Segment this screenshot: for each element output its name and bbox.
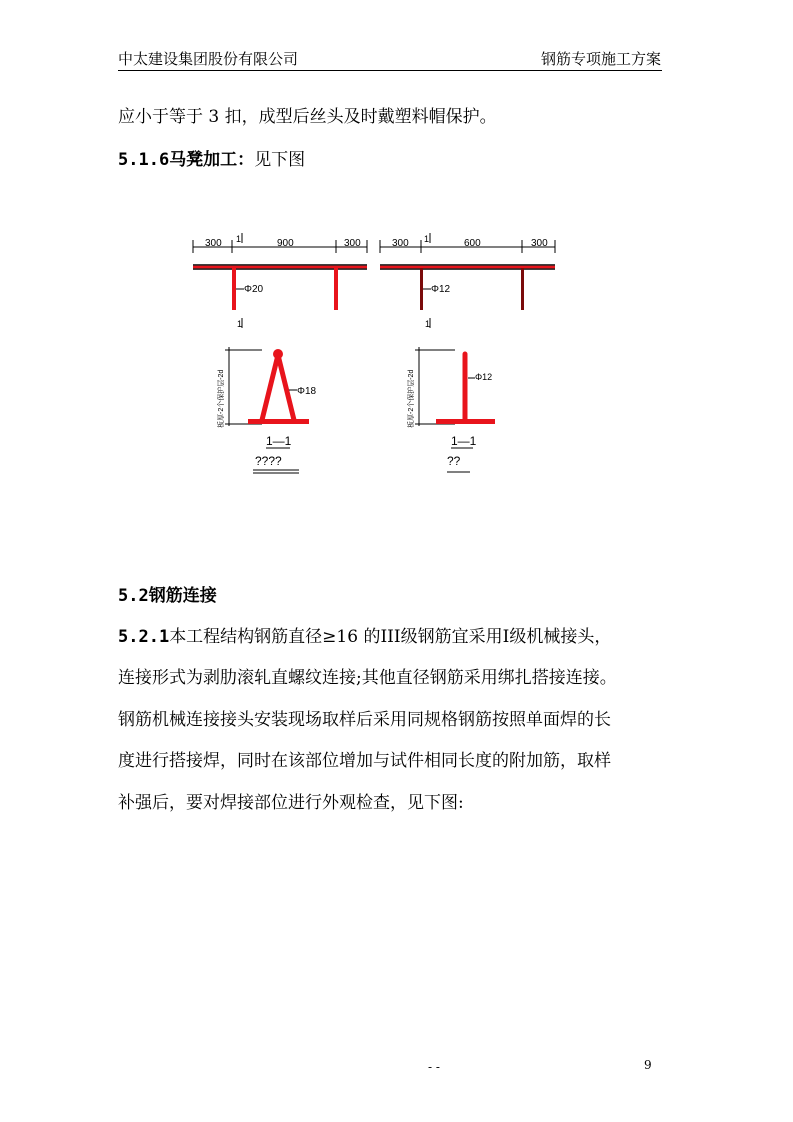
footer-center-mark: - -	[428, 1060, 440, 1074]
base-bar-red	[436, 419, 495, 424]
bar-label: Φ12	[475, 372, 493, 382]
bar-label: Φ20	[244, 284, 264, 295]
top-bar-section	[273, 349, 283, 359]
figure-caption: ??	[447, 454, 461, 468]
dim-label: 300	[392, 238, 409, 249]
paragraph-line: 钢筋机械连接接头安装现场取样后采用同规格钢筋按照单面焊的长	[118, 710, 611, 730]
dim-label: 300	[531, 238, 548, 249]
top-bar-red	[193, 266, 367, 269]
right-section-view	[406, 347, 495, 472]
section-mark: 1	[237, 319, 243, 329]
left-plan-view	[193, 233, 367, 329]
paragraph-line	[118, 627, 611, 647]
page-number: 9	[644, 1058, 652, 1072]
header-company: 中太建设集团股份有限公司	[118, 50, 299, 68]
base-bar-red	[248, 419, 309, 424]
header-doc-title: 钢筋专项施工方案	[540, 50, 661, 68]
dim-label: 600	[464, 238, 481, 249]
dim-label: 900	[277, 238, 294, 249]
leg-bar-dark	[420, 268, 423, 310]
section-mark: 1	[424, 234, 430, 244]
leg-bar-dark	[521, 268, 524, 310]
section-title: 钢筋连接	[148, 586, 217, 606]
section-title: 1—1	[451, 434, 477, 448]
paragraph-text: 本工程结构钢筋直径≥16 的III级钢筋宜采用Ⅰ级机械接头，	[169, 627, 612, 647]
figure-caption: ????	[255, 454, 282, 468]
section-number: 5.1.6	[118, 150, 170, 170]
leg-bar-red	[334, 268, 338, 310]
paragraph-line: 补强后，要对焊接部位进行外观检查，见下图:	[118, 793, 464, 813]
section-heading-5-2	[118, 586, 217, 606]
bar-label: Φ18	[297, 386, 317, 397]
support-leg-red	[278, 355, 294, 420]
paragraph-number: 5.2.1	[118, 627, 170, 647]
paragraph-line: 度进行搭接焊，同时在该部位增加与试件相同长度的附加筋，取样	[118, 751, 611, 771]
bar-label: Φ12	[431, 284, 451, 295]
section-text: 见下图	[254, 150, 306, 170]
dim-label: 300	[344, 238, 361, 249]
section-mark: 1	[236, 234, 242, 244]
section-title: 马凳加工：	[169, 150, 255, 170]
leg-bar-red	[232, 268, 236, 310]
dim-label: 300	[205, 238, 222, 249]
top-bar-red	[380, 266, 555, 269]
height-dimension-label: 板厚-2个保护层-2d	[218, 369, 225, 428]
support-leg-red	[262, 355, 278, 420]
left-section-view	[216, 347, 317, 473]
section-mark: 1	[425, 319, 431, 329]
section-number: 5.2	[118, 586, 149, 606]
paragraph-line: 连接形式为剥肋滚轧直螺纹连接;其他直径钢筋采用绑扎搭接连接。	[118, 668, 617, 688]
section-title: 1—1	[266, 434, 292, 448]
height-dimension-label: 板厚-2个保护层-2d	[408, 369, 415, 428]
paragraph-line: 应小于等于 3 扣，成型后丝头及时戴塑料帽保护。	[118, 107, 497, 127]
right-plan-view	[380, 233, 555, 329]
bar-support-figure	[0, 0, 793, 560]
